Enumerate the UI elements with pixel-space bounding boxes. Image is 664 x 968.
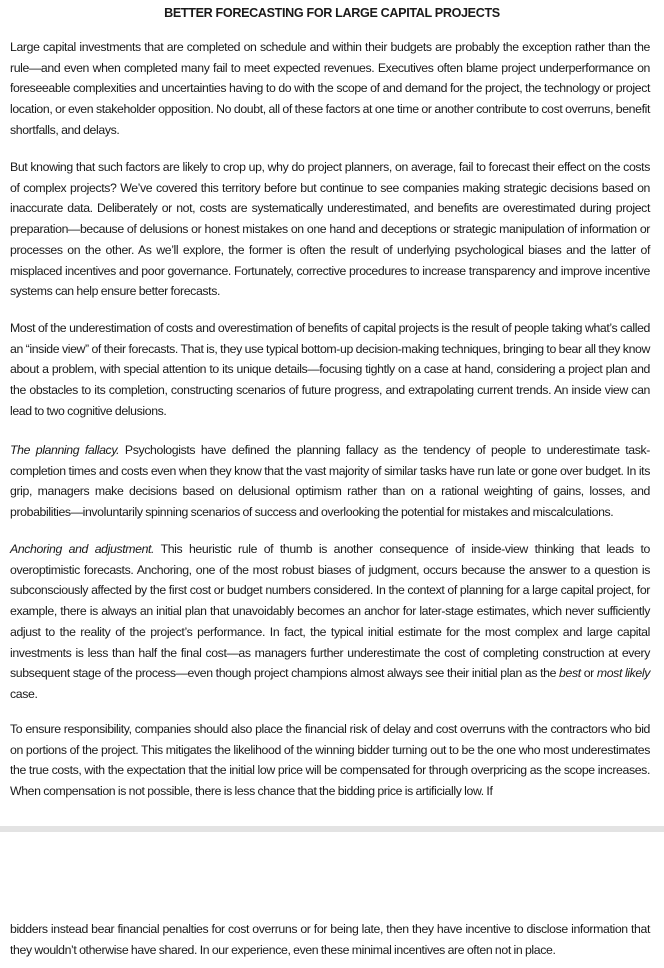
planning-fallacy-heading: The planning fallacy. [10,443,120,457]
anchoring-end: case. [10,686,38,701]
paragraph-forecast-question: But knowing that such factors are likely to crop up, why do project planners, on average, fail to forecast their effect on the costs of complex projects? We’ve covered this territory before but continue to see companies making strategic decisions based on inaccurate data. Deliberately or not, costs are systematically underestimated, and benefits are overestimated during project preparation—because of delusions or honest mistakes on one hand and deceptions or strategic manipulation of information or processes on the other. As we’ll explore, the former is often the result of underlying psychological biases and the latter of misplaced incentives and poor governance. Fortunately, corrective procedures to increase transparency and improve incentive systems can help ensure better forecasts. [10,160,650,299]
anchoring-or: or [580,666,597,681]
paragraph-planning-fallacy [10,440,650,523]
paragraph-inside-view: Most of the underestimation of costs and overestimation of benefits of capital projects is the result of people taking what’s called an “inside view” of their forecasts. That is, they use typical bottom-up decision-making techniques, bringing to bear all they know about a problem, with special attention to its unique details—focusing tightly on a case at hand, considering a project plan and the obstacles to its completion, constructing scenarios of future progress, and extrapolating current trends. An inside view can lead to two cognitive delusions. [10,321,650,418]
paragraph-anchoring [10,539,650,705]
document-page-2 [0,832,664,968]
anchoring-heading: Anchoring and adjustment. [10,542,155,556]
paragraph-intro: Large capital investments that are completed on schedule and within their budgets are probably the exception rather than the rule—and even when completed many fail to meet expected revenues. Executives often blame project underperformance on foreseeable complexities and uncertainties having to do with the scope of and demand for the project, the technology or project location, or even stakeholder opposition. No doubt, all of these factors at one time or another contribute to cost overruns, benefit shortfalls, and delays. [10,40,650,137]
paragraph-responsibility: To ensure responsibility, companies should also place the financial risk of delay and cost overruns with the contractors who bid on portions of the project. This mitigates the likelihood of the winning bidder turning out to be the one who most underestimates the true costs, with the expectation that the initial low price will be compensated for through overpricing as the scope increases. When compensation is not possible, there is less chance that the bidding price is artificially low. If [10,722,650,799]
anchoring-em-best: best [559,666,581,681]
planning-fallacy-body: Psychologists have defined the planning fallacy as the tendency of people to underestimate task-completion times and costs even when they know that the vast majority of similar tasks have run late or gone over budget. In its grip, managers make decisions based on delusional optimism rather than on a rational weighting of gains, losses, and probabilities—involuntarily spinning scenarios of success and overlooking the potential for mistakes and miscalculations. [10,443,650,520]
paragraph-bidders-continued: bidders instead bear financial penalties for cost overruns or for being late, then they have incentive to disclose information that they wouldn’t otherwise have shared. In our experience, even these minimal incentives are often not in place. [10,922,650,957]
document-title: BETTER FORECASTING FOR LARGE CAPITAL PROJECTS [164,6,500,20]
anchoring-body: This heuristic rule of thumb is another consequence of inside-view thinking that leads to overoptimistic forecasts. Anchoring, one of the most robust biases of judgment, occurs because the answer to a question is subconsciously affected by the first cost or budget numbers considered. In the context of planning for a large capital project, for example, there is always an initial plan that unavoidably becomes an anchor for later-stage estimates, which never sufficiently adjust to the reality of the project’s performance. In fact, the typical initial estimate for the most complex and large capital investments is less than half the final cost—as managers further underestimate the cost of completing construction at every subsequent stage of the process—even though project champions almost always see their initial plan as the [10,542,650,681]
anchoring-em-most-likely: most likely [596,666,650,681]
